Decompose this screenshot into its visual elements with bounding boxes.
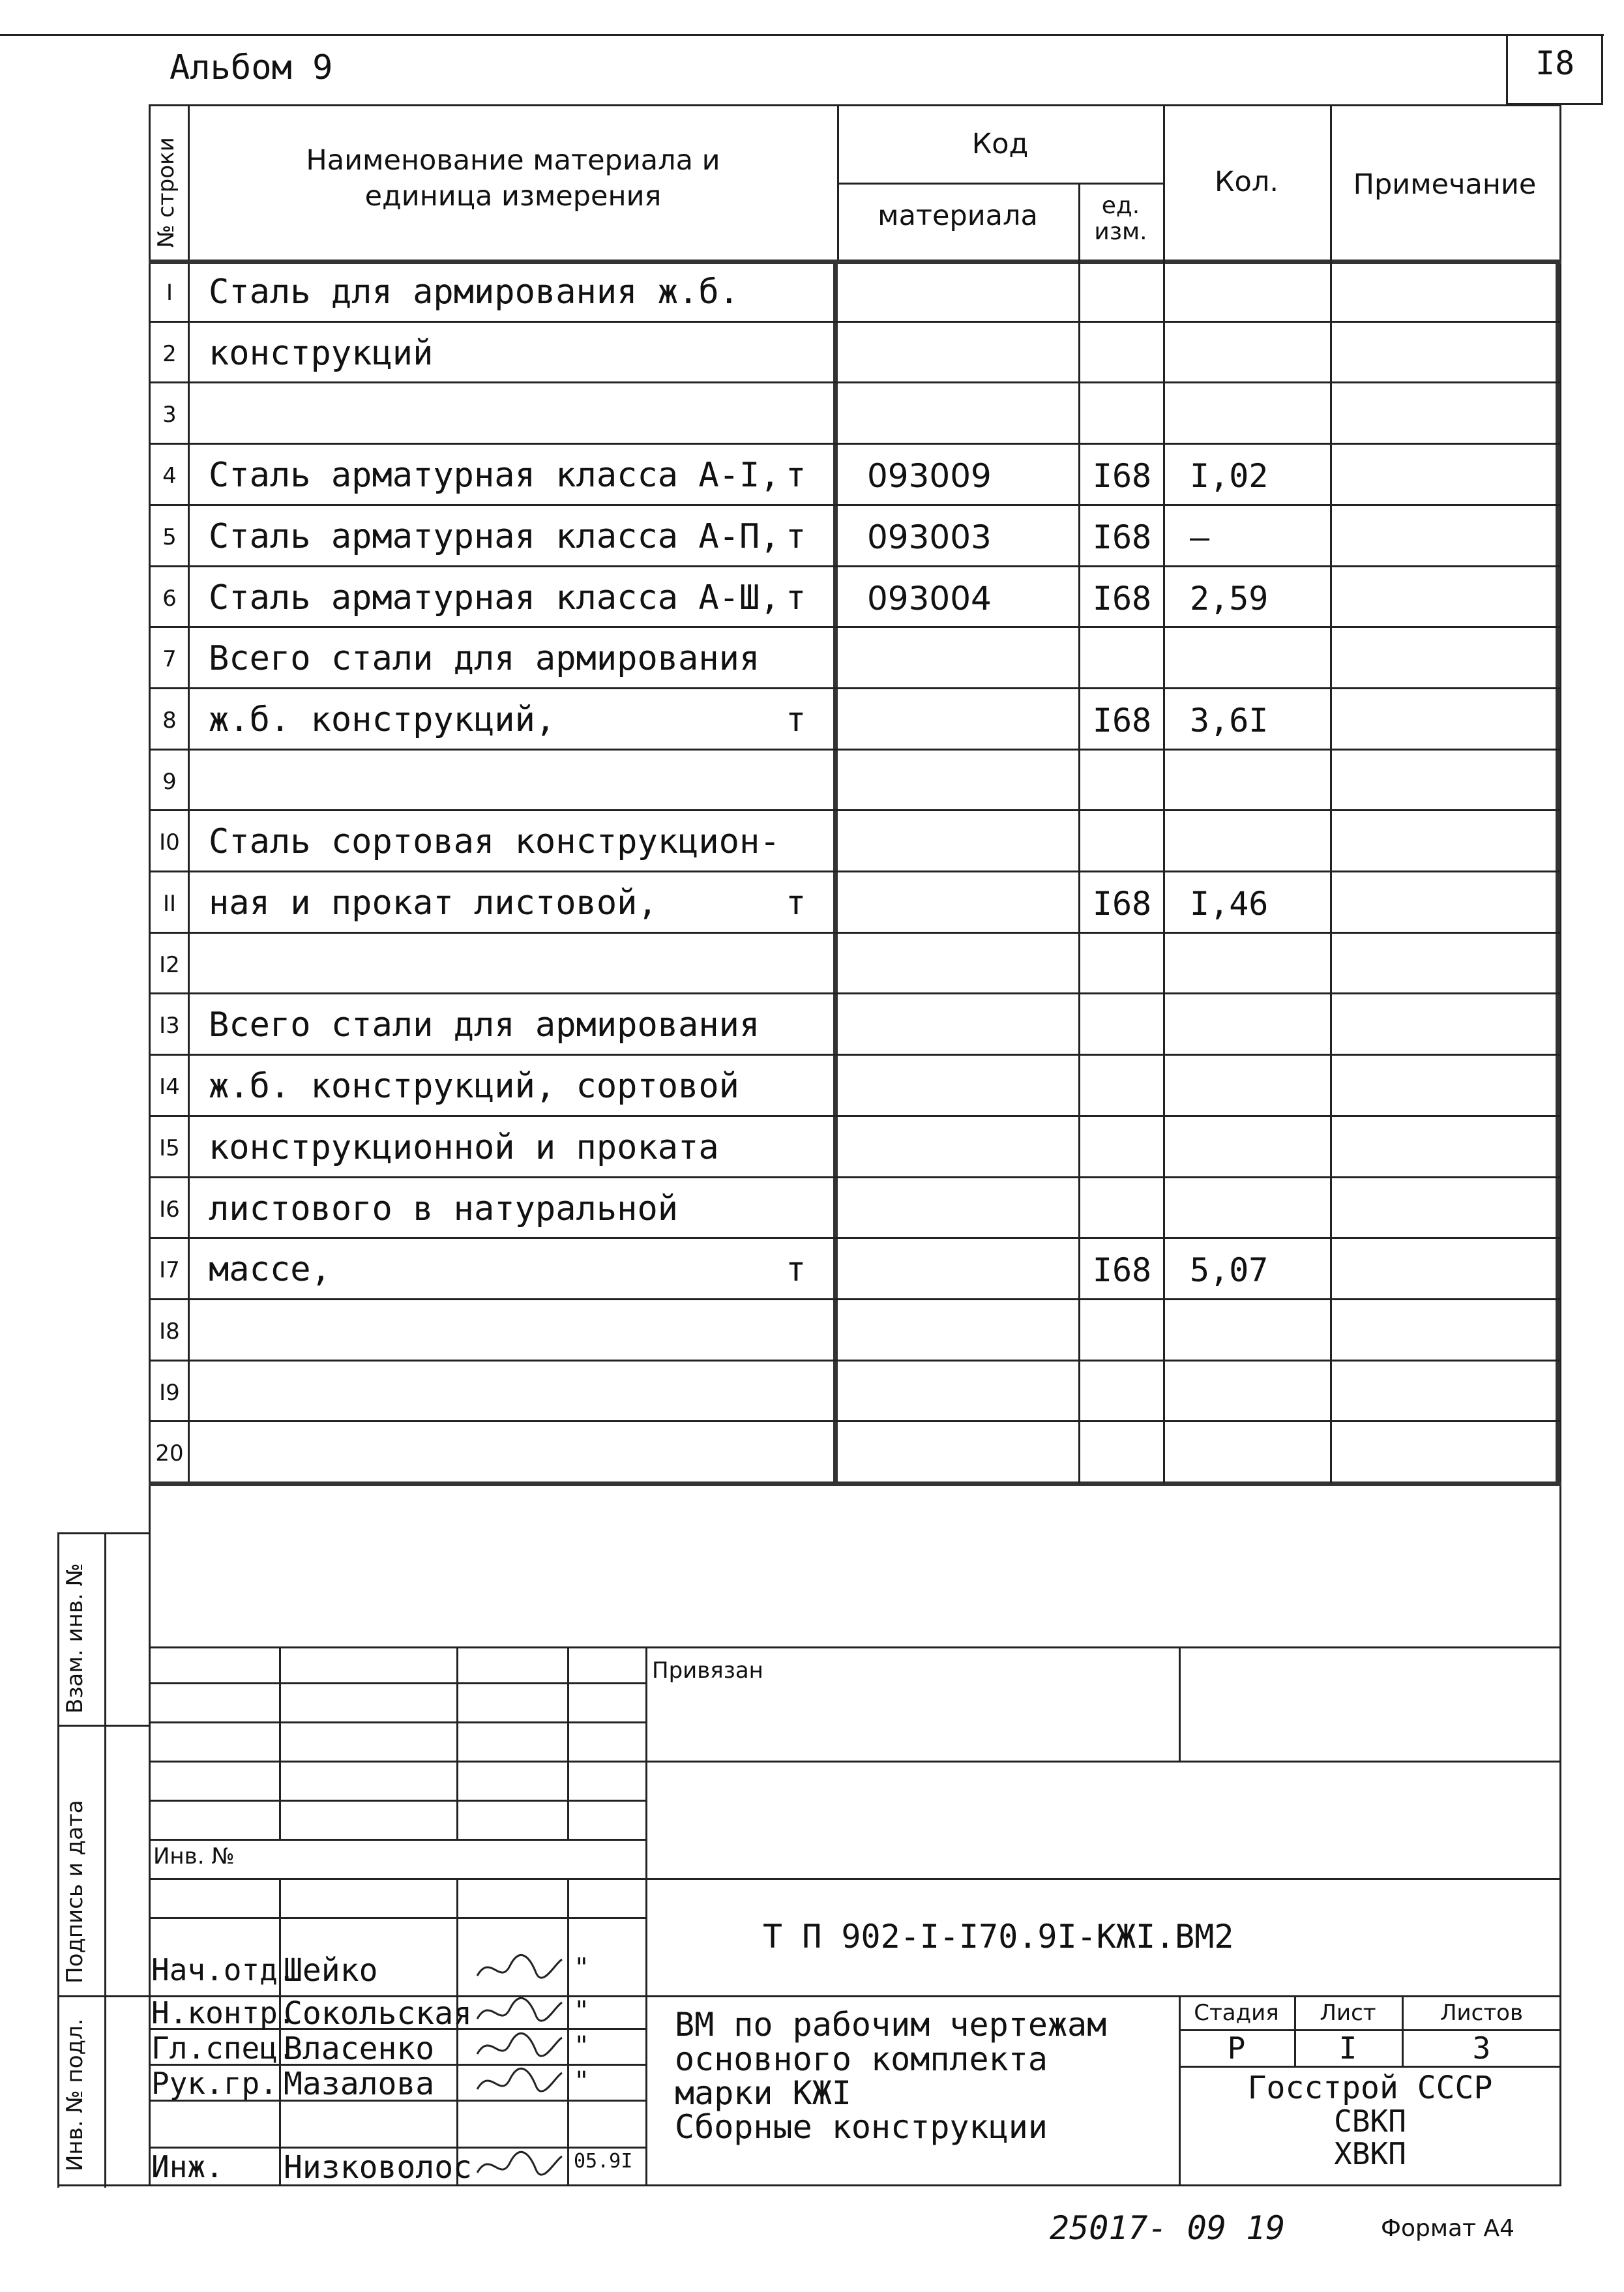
row-divider bbox=[149, 443, 1561, 445]
tb-row6 bbox=[149, 1878, 1561, 1880]
row-name: Сталь арматурная класса А-Ш, bbox=[209, 578, 780, 618]
row-unit: т bbox=[786, 1250, 806, 1290]
row-unit-code: I68 bbox=[1092, 1251, 1152, 1290]
sheet-number: I8 bbox=[1535, 44, 1575, 82]
row-name: конструкционной и проката bbox=[209, 1127, 719, 1167]
row-number: I8 bbox=[159, 1318, 180, 1345]
header-unit-line2: изм. bbox=[1094, 218, 1147, 245]
row-number: 9 bbox=[162, 768, 177, 795]
row-name: листового в натуральной bbox=[209, 1189, 679, 1228]
row-number: 7 bbox=[162, 646, 177, 673]
row-name: ная и прокат листовой, bbox=[209, 884, 658, 923]
sheet-number-box-left bbox=[1506, 34, 1508, 104]
tb-col-name-left bbox=[279, 1646, 281, 1839]
row-number: 6 bbox=[162, 585, 177, 612]
tb-designation: Т П 902-I-I70.9I-КЖI.ВМ2 bbox=[763, 1918, 1234, 1956]
tb-privyazan: Привязан bbox=[652, 1658, 763, 1684]
tb-left-row2 bbox=[149, 1721, 647, 1723]
row-unit-code: I68 bbox=[1092, 701, 1152, 739]
row-number: 5 bbox=[162, 524, 177, 550]
tb-col-date-left bbox=[567, 1646, 569, 1839]
row-material-code: 093004 bbox=[867, 579, 992, 618]
side-stamp-div1 bbox=[57, 1725, 151, 1727]
signature-name: Власенко bbox=[284, 2031, 435, 2067]
signature-date: " bbox=[574, 1953, 590, 1983]
row-number: II bbox=[162, 891, 177, 917]
side-stamp-left bbox=[57, 1532, 59, 2188]
row-divider bbox=[149, 1237, 1561, 1239]
signature-date: " bbox=[574, 2031, 590, 2061]
tb-org-line1: Госстрой СССР bbox=[1247, 2070, 1493, 2106]
row-divider bbox=[149, 1115, 1561, 1117]
row-divider bbox=[149, 932, 1561, 934]
signature-name: Сокольская bbox=[284, 1995, 472, 2032]
row-divider bbox=[149, 565, 1561, 567]
row-name: Сталь сортовая конструкцион- bbox=[209, 822, 780, 862]
row-qty: I,46 bbox=[1190, 885, 1269, 923]
row-divider bbox=[149, 1054, 1561, 1056]
handwritten-signature bbox=[471, 2147, 568, 2186]
page-top-rule bbox=[0, 34, 1604, 36]
signature-role: Рук.гр. bbox=[151, 2066, 278, 2101]
tb-col-right-block-left bbox=[645, 1646, 647, 2186]
tb-title-line4: Сборные конструкции bbox=[675, 2108, 1048, 2146]
signature-name: Низковолос bbox=[284, 2149, 472, 2186]
body-top-thick bbox=[149, 260, 1561, 264]
signature-date: " bbox=[574, 1996, 590, 2026]
tb-inv-no: Инв. № bbox=[153, 1843, 235, 1869]
handwritten-signature bbox=[471, 2028, 568, 2067]
side-stamp-vzam: Взам. инв. № bbox=[62, 1563, 88, 1714]
handwritten-signature bbox=[471, 1993, 568, 2032]
signature-role: Инж. bbox=[151, 2149, 224, 2184]
signature-date: " bbox=[574, 2066, 590, 2096]
row-number: I2 bbox=[159, 951, 180, 978]
tb-title-line2: основного комплекта bbox=[675, 2040, 1048, 2078]
tb-org-line3: ХВКП bbox=[1334, 2136, 1406, 2171]
header-name-line1: Наименование материала и bbox=[306, 144, 720, 177]
header-code-divider bbox=[837, 183, 1165, 185]
row-unit: т bbox=[786, 456, 806, 496]
row-divider bbox=[149, 504, 1561, 506]
side-stamp-top bbox=[57, 1532, 151, 1534]
row-divider bbox=[149, 992, 1561, 994]
row-name: Сталь арматурная класса А-I, bbox=[209, 456, 780, 496]
row-divider bbox=[149, 1420, 1561, 1422]
row-qty: – bbox=[1190, 518, 1210, 556]
row-divider bbox=[149, 1298, 1561, 1300]
tb-sheets-label: Листов bbox=[1439, 2000, 1523, 2026]
doc-stamp: 25017- 09 19 bbox=[1050, 2209, 1286, 2247]
tb-left-row4 bbox=[149, 1800, 647, 1802]
tb-left-row5 bbox=[149, 1839, 647, 1841]
tb-sheet-label: Лист bbox=[1320, 2000, 1376, 2026]
row-material-code: 093003 bbox=[867, 518, 992, 556]
row-number: 8 bbox=[162, 707, 177, 734]
row-unit: т bbox=[786, 578, 806, 618]
row-qty: 3,6I bbox=[1190, 701, 1269, 739]
row-number: I5 bbox=[159, 1135, 180, 1161]
row-divider bbox=[149, 1360, 1561, 1362]
row-name: Всего стали для армирования bbox=[209, 1005, 760, 1045]
row-number: I9 bbox=[159, 1379, 180, 1406]
side-stamp-bottom bbox=[57, 2184, 151, 2186]
row-number: I0 bbox=[159, 829, 180, 856]
row-number: I7 bbox=[159, 1257, 180, 1284]
row-unit-code: I68 bbox=[1092, 885, 1152, 923]
body-bottom-thick bbox=[149, 1481, 1561, 1486]
row-divider bbox=[149, 381, 1561, 383]
row-unit-code: I68 bbox=[1092, 457, 1152, 496]
row-divider bbox=[149, 749, 1561, 751]
row-divider bbox=[149, 687, 1561, 689]
handwritten-signature bbox=[471, 1950, 568, 1989]
tb-sheet-value: I bbox=[1338, 2031, 1357, 2066]
row-name: ж.б. конструкций, bbox=[209, 700, 556, 739]
sheet-number-box-right bbox=[1601, 34, 1603, 104]
tb-stage-label: Стадия bbox=[1194, 2000, 1279, 2026]
row-divider bbox=[149, 871, 1561, 872]
row-unit-code: I68 bbox=[1092, 518, 1152, 556]
side-stamp-inv-podl: Инв. № подл. bbox=[62, 2018, 88, 2171]
row-material-code: 093009 bbox=[867, 457, 992, 496]
header-code: Код bbox=[971, 128, 1029, 160]
tb-sheets-value: 3 bbox=[1472, 2031, 1491, 2066]
row-unit: т bbox=[786, 516, 806, 556]
tb-col-sign-left bbox=[456, 1646, 458, 1839]
row-name: конструкций bbox=[209, 333, 434, 373]
row-divider bbox=[149, 321, 1561, 323]
row-name: ж.б. конструкций, сортовой bbox=[209, 1067, 739, 1107]
row-unit: т bbox=[786, 884, 806, 923]
tb-org-line2: СВКП bbox=[1334, 2104, 1406, 2139]
row-number: I6 bbox=[159, 1196, 180, 1223]
tb-row12 bbox=[149, 2147, 647, 2149]
row-number: I3 bbox=[159, 1013, 180, 1039]
header-code-material: материала bbox=[878, 200, 1038, 232]
tb-stage-value: Р bbox=[1227, 2031, 1246, 2066]
header-note: Примечание bbox=[1353, 168, 1537, 201]
side-stamp-div2 bbox=[57, 1995, 151, 1997]
row-divider bbox=[149, 1176, 1561, 1178]
handwritten-signature bbox=[471, 2063, 568, 2102]
tb-title-line1: ВМ по рабочим чертежам bbox=[675, 2006, 1107, 2044]
row-number: 2 bbox=[162, 340, 177, 367]
row-name: Всего стали для армирования bbox=[209, 639, 760, 679]
row-unit-code: I68 bbox=[1092, 579, 1152, 618]
row-divider bbox=[149, 626, 1561, 628]
tb-title-line3: марки КЖI bbox=[675, 2074, 851, 2112]
signature-name: Мазалова bbox=[284, 2066, 435, 2102]
row-number: I bbox=[166, 280, 173, 306]
row-qty: I,02 bbox=[1190, 457, 1269, 496]
header-name-line2: единица измерения bbox=[364, 180, 662, 213]
tb-left-row3 bbox=[149, 1761, 647, 1763]
tb-right-row1 bbox=[647, 1761, 1561, 1763]
row-qty: 5,07 bbox=[1190, 1251, 1269, 1290]
row-divider bbox=[149, 809, 1561, 811]
row-unit: т bbox=[786, 700, 806, 739]
row-name: массе, bbox=[209, 1250, 331, 1290]
row-number: I4 bbox=[159, 1074, 180, 1101]
tb-left-row1 bbox=[149, 1682, 647, 1684]
format-label: Формат А4 bbox=[1381, 2215, 1515, 2242]
tb-stage-bottom bbox=[1179, 2066, 1561, 2068]
side-stamp-mid bbox=[104, 1532, 106, 2188]
tb-top-line bbox=[149, 1646, 1561, 1648]
tb-col-privyazan-right bbox=[1179, 1646, 1181, 1761]
signature-role: Н.контр. bbox=[151, 1995, 296, 2031]
row-number: 3 bbox=[162, 402, 177, 428]
row-number: 4 bbox=[162, 463, 177, 490]
row-number: 20 bbox=[155, 1440, 184, 1467]
frame-top-line bbox=[149, 104, 1561, 106]
header-qty: Кол. bbox=[1215, 166, 1278, 198]
tb-row7 bbox=[149, 1917, 647, 1919]
signature-name: Шейко bbox=[284, 1952, 378, 1989]
row-qty: 2,59 bbox=[1190, 579, 1269, 618]
header-row-no: № строки bbox=[153, 137, 179, 248]
signature-role: Нач.отд. bbox=[151, 1952, 296, 1987]
header-unit-line1: ед. bbox=[1101, 192, 1140, 219]
row-name: Сталь для армирования ж.б. bbox=[209, 273, 739, 312]
signature-date: 05.9I bbox=[574, 2150, 633, 2173]
row-name: Сталь арматурная класса А-П, bbox=[209, 516, 780, 556]
album-label: Альбом 9 bbox=[170, 48, 333, 87]
side-stamp-podpis: Подпись и дата bbox=[62, 1800, 88, 1984]
signature-role: Гл.спец. bbox=[151, 2031, 296, 2066]
